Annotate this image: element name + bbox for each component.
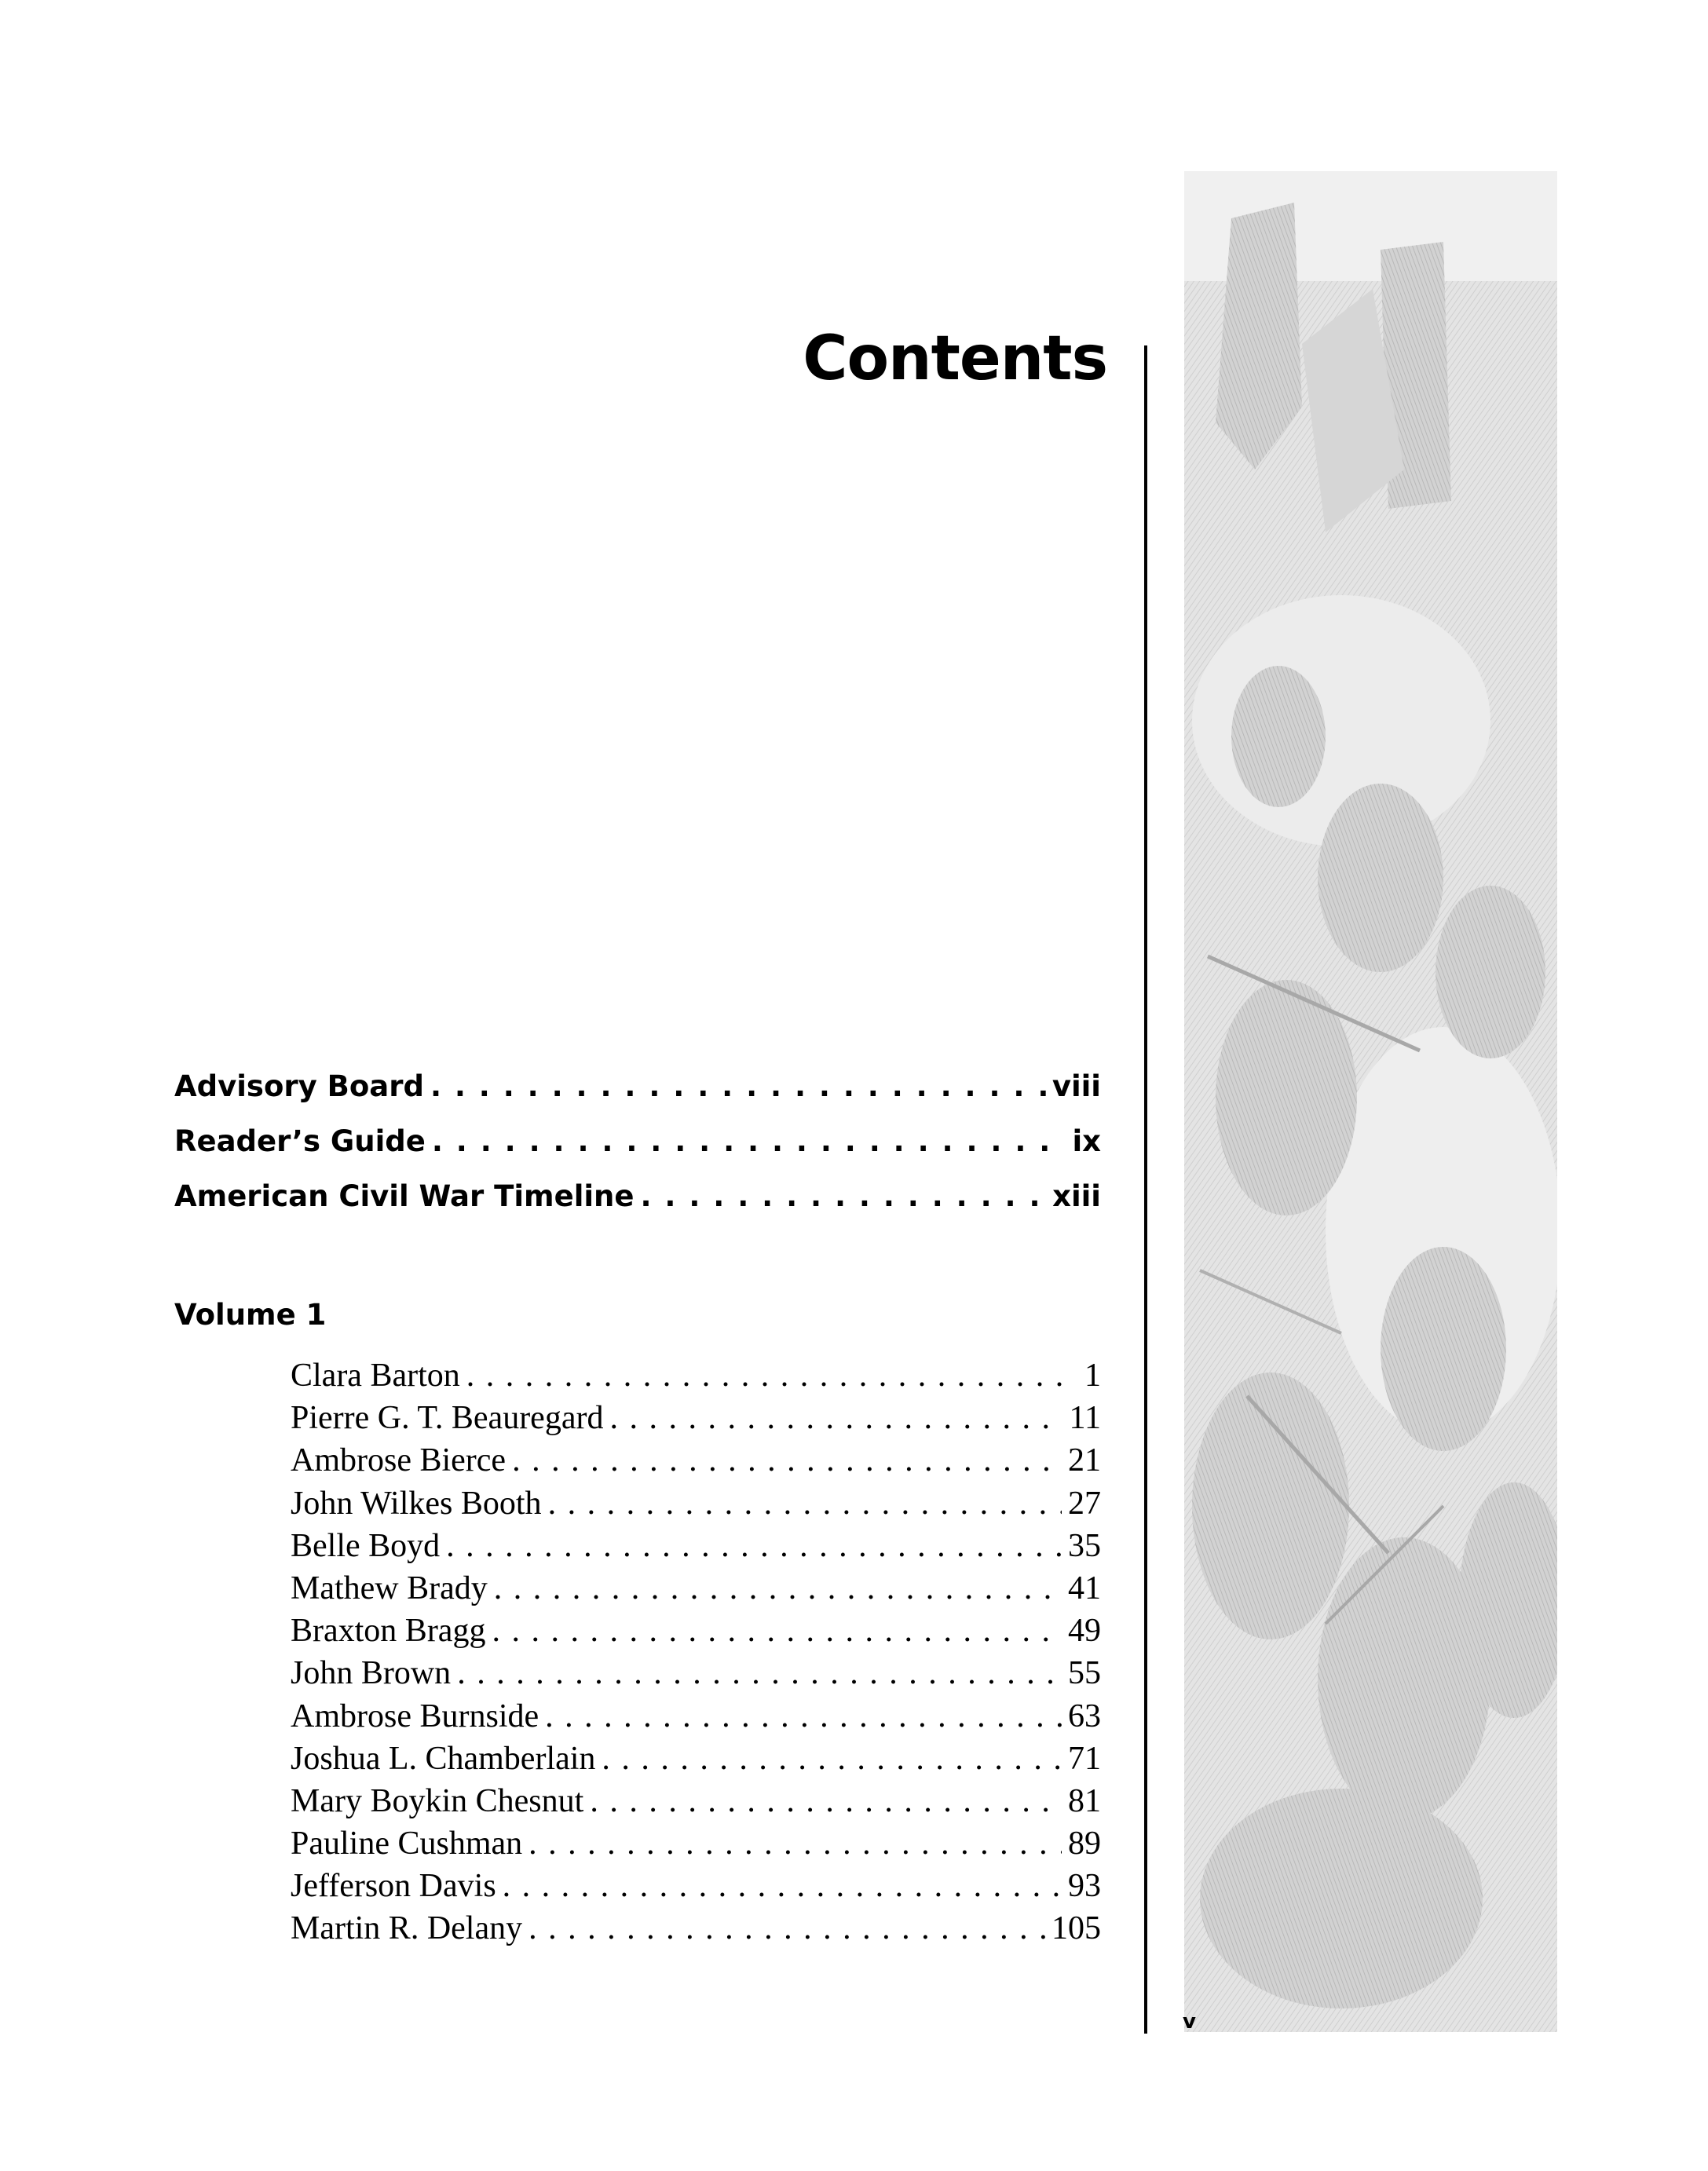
toc-entry-label: Pauline Cushman [291, 1826, 523, 1862]
dot-leader [494, 1570, 1062, 1607]
toc-entry-label: John Wilkes Booth [291, 1485, 542, 1522]
dot-leader [528, 1910, 1045, 1947]
dot-leader [432, 1124, 1066, 1158]
toc-entry-page: ix [1072, 1124, 1101, 1158]
toc-entry-page: 89 [1068, 1826, 1101, 1862]
toc-entry-page: 41 [1068, 1570, 1101, 1606]
toc-entry-page: 55 [1068, 1655, 1101, 1692]
toc-entry-label: Jefferson Davis [291, 1868, 496, 1905]
toc-entry-label: Clara Barton [291, 1358, 460, 1394]
dot-leader [430, 1069, 1046, 1103]
toc-entry-label: Belle Boyd [291, 1527, 441, 1564]
toc-entry[interactable] [291, 1782, 1101, 1825]
toc-entry-label: American Civil War Timeline [174, 1179, 635, 1213]
dot-leader [548, 1485, 1062, 1522]
front-matter-list [174, 1069, 1101, 1234]
toc-entry-label: Ambrose Bierce [291, 1442, 507, 1479]
dot-leader [545, 1698, 1062, 1735]
toc-entry-page: 27 [1068, 1485, 1101, 1522]
toc-entry-label: Joshua L. Chamberlain [291, 1740, 596, 1777]
page-title: Contents [803, 323, 1107, 394]
toc-entry-label: Mary Boykin Chesnut [291, 1782, 584, 1819]
toc-entry-page: 35 [1068, 1527, 1101, 1564]
toc-entry-readers-guide[interactable] [174, 1124, 1101, 1179]
toc-entry[interactable] [291, 1527, 1101, 1570]
toc-entry-page: 63 [1068, 1698, 1101, 1734]
toc-entry-page: 81 [1068, 1782, 1101, 1819]
toc-entry-page: xiii [1052, 1179, 1101, 1213]
toc-entry-label: Mathew Brady [291, 1570, 488, 1606]
toc-entry-label: Advisory Board [174, 1069, 424, 1103]
toc-entry-page: 49 [1068, 1613, 1101, 1650]
toc-entry[interactable] [291, 1740, 1101, 1782]
toc-entry-label: Braxton Bragg [291, 1613, 486, 1650]
toc-entry[interactable] [291, 1399, 1101, 1442]
toc-entry[interactable] [291, 1442, 1101, 1484]
toc-entry[interactable] [291, 1612, 1101, 1654]
dot-leader [602, 1740, 1062, 1778]
toc-entry-label: Ambrose Burnside [291, 1698, 539, 1734]
toc-entry-page: 11 [1069, 1400, 1101, 1437]
toc-entry[interactable] [291, 1357, 1101, 1399]
page-number: v [1183, 2010, 1196, 2034]
dot-leader [492, 1612, 1062, 1650]
toc-entry-page: 71 [1068, 1740, 1101, 1777]
toc-entry-page: viii [1051, 1069, 1101, 1103]
toc-entry-page: 1 [1084, 1358, 1101, 1394]
toc-entry[interactable] [291, 1698, 1101, 1740]
toc-entry[interactable] [291, 1570, 1101, 1612]
vertical-rule [1144, 345, 1147, 2034]
toc-entry-label: Reader’s Guide [174, 1124, 426, 1158]
toc-entry[interactable] [291, 1825, 1101, 1867]
toc-entry[interactable] [291, 1485, 1101, 1527]
dot-leader [446, 1527, 1062, 1565]
battle-illustration [1184, 171, 1557, 2032]
dot-leader [512, 1442, 1062, 1479]
dot-leader [641, 1179, 1047, 1213]
toc-entry[interactable] [291, 1654, 1101, 1697]
dot-leader [609, 1399, 1062, 1437]
toc-entry-label: Martin R. Delany [291, 1910, 523, 1947]
volume-heading: Volume 1 [174, 1298, 327, 1332]
dot-leader [503, 1867, 1062, 1905]
dot-leader [466, 1357, 1071, 1394]
dot-leader [528, 1825, 1062, 1862]
toc-entry-page: 93 [1068, 1868, 1101, 1905]
toc-entry-label: Pierre G. T. Beauregard [291, 1400, 604, 1437]
dot-leader [590, 1782, 1062, 1820]
toc-entry-advisory-board[interactable] [174, 1069, 1101, 1124]
toc-entry[interactable] [291, 1910, 1101, 1952]
dot-leader [457, 1654, 1062, 1692]
toc-entry-page: 105 [1051, 1910, 1101, 1947]
toc-entry-label: John Brown [291, 1655, 452, 1692]
volume-entry-list [291, 1357, 1101, 1953]
toc-entry-timeline[interactable] [174, 1179, 1101, 1234]
toc-entry[interactable] [291, 1867, 1101, 1910]
toc-entry-page: 21 [1068, 1442, 1101, 1479]
